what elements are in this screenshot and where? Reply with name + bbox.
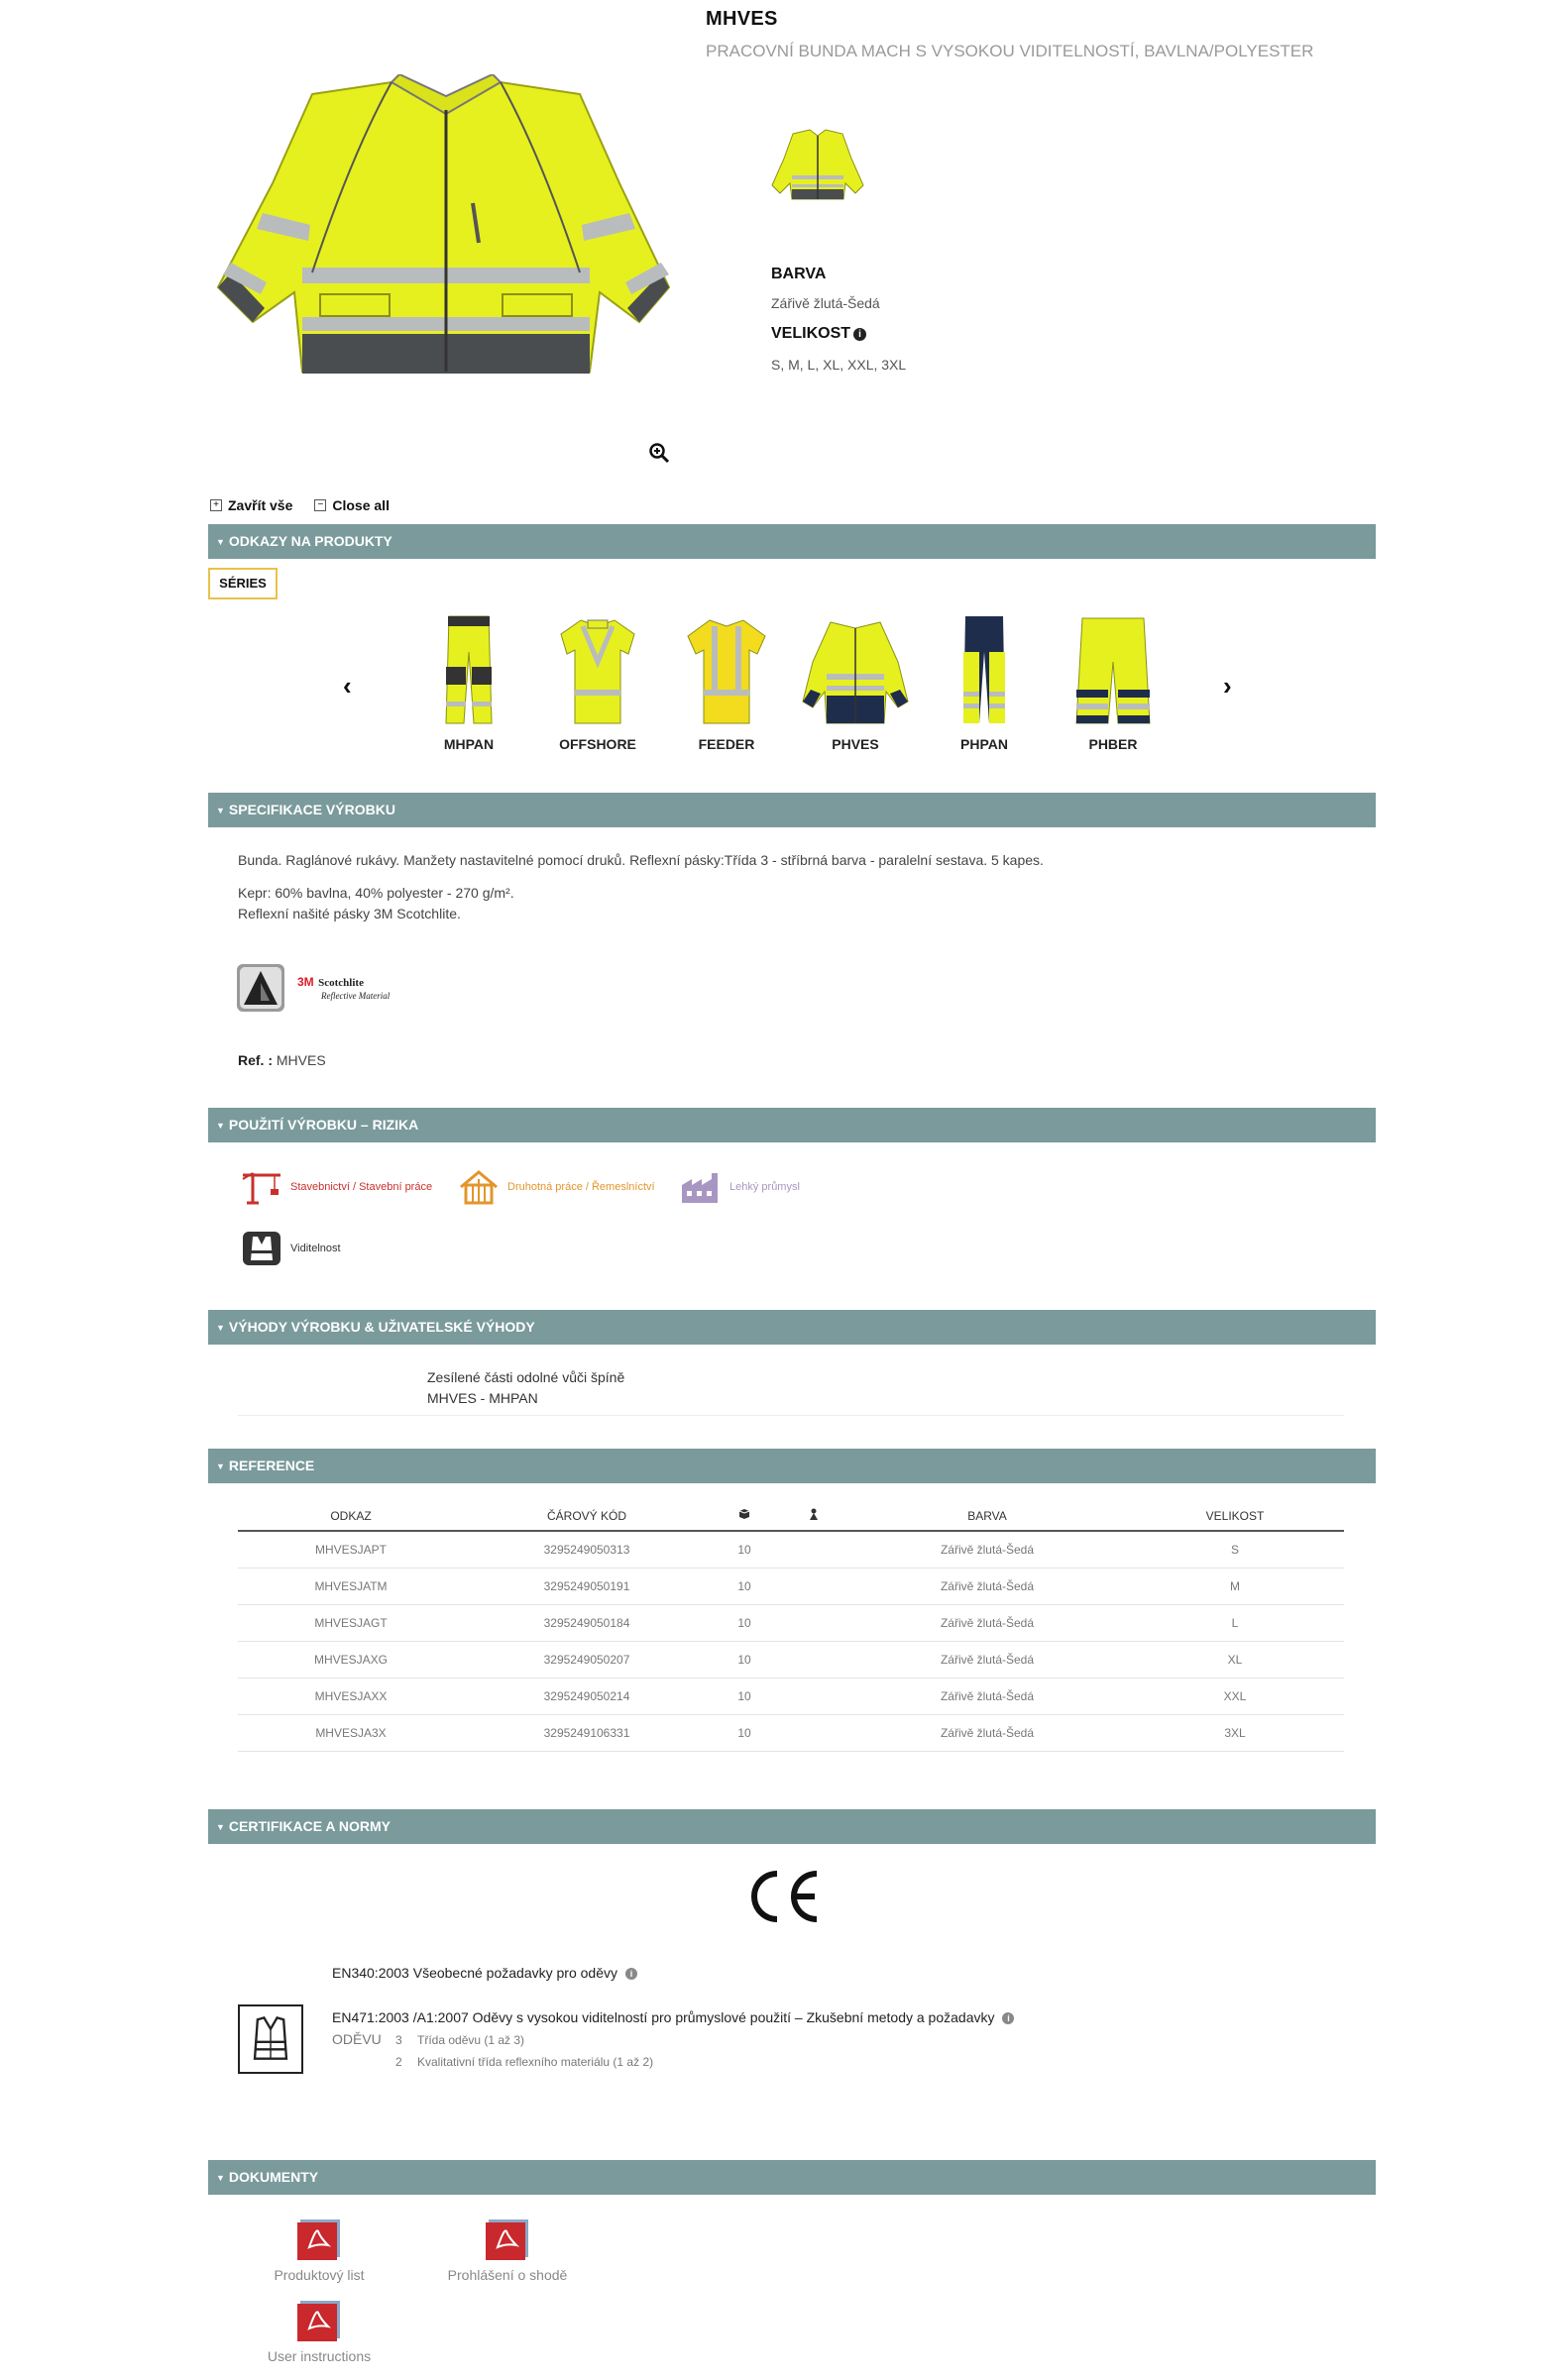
info-icon[interactable]: i [1002, 2012, 1014, 2024]
col-user [779, 1501, 848, 1531]
related-product-label: PHPAN [960, 736, 1008, 752]
cert-en340 [332, 1965, 637, 1981]
risk-crafts[interactable] [458, 1169, 655, 1205]
cell-user [779, 1531, 848, 1568]
color-value: Zářivě žlutá-Šedá [771, 295, 880, 311]
ce-mark-icon [745, 1868, 821, 1925]
cell-barcode: 3295249050313 [464, 1531, 710, 1568]
document-product-sheet[interactable] [240, 2218, 398, 2283]
cell-user [779, 1714, 848, 1751]
expand-all-label: Zavřít vše [228, 497, 293, 513]
delta-plus-logo [236, 963, 285, 1013]
cell-qty: 10 [710, 1714, 779, 1751]
house-frame-icon [458, 1169, 500, 1205]
cell-color: Zářivě žlutá-Šedá [848, 1531, 1126, 1568]
cell-color: Zářivě žlutá-Šedá [848, 1568, 1126, 1604]
product-thumbnail[interactable] [768, 124, 867, 203]
caret-down-icon: ▼ [216, 806, 225, 815]
risk-label: Viditelnost [290, 1243, 341, 1254]
cell-ref: MHVESJAXG [238, 1641, 464, 1677]
cell-barcode: 3295249050191 [464, 1568, 710, 1604]
reference-table [238, 1501, 1344, 1752]
section-links-header[interactable] [208, 524, 1376, 559]
spec-description: Bunda. Raglánové rukávy. Manžety nastavitelné pomocí druků. Reflexní pásky:Třída 3 - stříbrná barva - paralelní sestava. 5 kapes. [238, 852, 1044, 868]
3m-brand: 3M [297, 975, 314, 989]
caret-down-icon: ▼ [216, 1461, 225, 1471]
cert-en340-text: EN340:2003 Všeobecné požadavky pro oděvy [332, 1965, 617, 1981]
person-icon [807, 1507, 821, 1521]
jacket-image [801, 612, 910, 729]
cell-ref: MHVESJATM [238, 1568, 464, 1604]
hi-vis-garment-pictogram-icon [238, 2004, 303, 2074]
table-row [238, 1641, 1344, 1677]
cell-ref: MHVESJAPT [238, 1531, 464, 1568]
section-usage-title: POUŽITÍ VÝROBKU – RIZIKA [228, 1117, 419, 1133]
table-row [238, 1604, 1344, 1641]
related-product-label: PHVES [832, 736, 879, 752]
risk-visibility[interactable] [241, 1231, 341, 1266]
product-subtitle: PRACOVNÍ BUNDA MACH S VYSOKOU VIDITELNOSTÍ, BAVLNA/POLYESTER [706, 42, 1314, 60]
risk-label: Stavebnictví / Stavební práce [290, 1181, 433, 1193]
cell-color: Zářivě žlutá-Šedá [848, 1714, 1126, 1751]
section-spec-title: SPECIFIKACE VÝROBKU [228, 802, 395, 817]
document-label: Produktový list [274, 2267, 365, 2283]
section-docs-title: DOKUMENTY [228, 2169, 319, 2185]
table-header-row [238, 1501, 1344, 1531]
collapse-all-label: Close all [332, 497, 390, 513]
related-product-label: FEEDER [698, 736, 755, 752]
section-cert-header[interactable] [208, 1809, 1376, 1844]
hi-vis-trousers-image [950, 612, 1019, 729]
section-benefits-title: VÝHODY VÝROBKU & UŽIVATELSKÉ VÝHODY [228, 1319, 535, 1335]
reflective-material-tag: Reflective Material [321, 991, 391, 1001]
3m-scotchlite-logo [297, 973, 390, 1001]
cell-user [779, 1568, 848, 1604]
cell-size: XL [1126, 1641, 1344, 1677]
related-product-mhpan[interactable] [414, 612, 523, 756]
pdf-file-icon [483, 2218, 532, 2261]
cell-qty: 10 [710, 1641, 779, 1677]
product-main-image[interactable] [203, 74, 689, 411]
cell-size: S [1126, 1531, 1344, 1568]
caret-down-icon: ▼ [216, 537, 225, 547]
spec-reflective: Reflexní našité pásky 3M Scotchlite. [238, 906, 461, 921]
spec-fabric: Kepr: 60% bavlna, 40% polyester - 270 g/m². [238, 885, 514, 901]
cell-size: M [1126, 1568, 1344, 1604]
size-info-icon[interactable]: i [853, 328, 866, 341]
class1-text: Třída oděvu (1 až 3) [417, 2033, 525, 2047]
cell-ref: MHVESJAXX [238, 1677, 464, 1714]
risk-label: Lehký průmysl [729, 1181, 800, 1193]
shorts-image [1068, 612, 1158, 729]
section-reference-title: REFERENCE [228, 1458, 315, 1473]
class1-num: 3 [395, 2033, 402, 2047]
section-benefits-header[interactable] [208, 1310, 1376, 1345]
table-row [238, 1714, 1344, 1751]
caret-down-icon: ▼ [216, 2173, 225, 2183]
box-icon [737, 1507, 751, 1521]
risk-construction[interactable] [241, 1169, 432, 1205]
document-declaration[interactable] [428, 2218, 587, 2283]
section-spec-header[interactable] [208, 793, 1376, 827]
series-tab[interactable]: SÉRIES [208, 568, 278, 599]
caret-down-icon: ▼ [216, 1121, 225, 1131]
crane-icon [241, 1169, 282, 1205]
cell-qty: 10 [710, 1531, 779, 1568]
table-row [238, 1531, 1344, 1568]
pdf-file-icon [294, 2218, 344, 2261]
factory-icon [680, 1169, 722, 1205]
related-product-phber[interactable] [1059, 612, 1168, 756]
cell-ref: MHVESJA3X [238, 1714, 464, 1751]
table-row [238, 1568, 1344, 1604]
product-code: MHVES [706, 8, 778, 30]
trousers-image [434, 612, 504, 729]
related-product-label: MHPAN [443, 736, 495, 752]
cell-user [779, 1641, 848, 1677]
hi-vis-vest-icon [241, 1231, 282, 1266]
col-color: BARVA [848, 1501, 1126, 1531]
polo-shirt-image [553, 612, 642, 729]
cell-barcode: 3295249050214 [464, 1677, 710, 1714]
tshirt-image [682, 612, 771, 729]
col-ref: ODKAZ [238, 1501, 464, 1531]
cell-ref: MHVESJAGT [238, 1604, 464, 1641]
cell-color: Zářivě žlutá-Šedá [848, 1604, 1126, 1641]
zoom-icon[interactable] [648, 442, 670, 464]
section-usage-header[interactable] [208, 1108, 1376, 1142]
ref-label: Ref. : [238, 1052, 273, 1068]
cell-color: Zářivě žlutá-Šedá [848, 1677, 1126, 1714]
cell-size: L [1126, 1604, 1344, 1641]
section-cert-title: CERTIFIKACE A NORMY [228, 1818, 391, 1834]
carousel-prev-arrow-icon[interactable]: ‹ [343, 671, 352, 701]
related-product-feeder[interactable] [672, 612, 781, 756]
scotchlite-name: Scotchlite [318, 977, 364, 989]
cert-en471-text: EN471:2003 /A1:2007 Oděvy s vysokou viditelností pro průmyslové použití – Zkušební metody a požadavky [332, 2009, 995, 2025]
cell-qty: 10 [710, 1604, 779, 1641]
cell-barcode: 3295249050207 [464, 1641, 710, 1677]
size-label: VELIKOST [771, 325, 851, 342]
pdf-file-icon [294, 2299, 344, 2342]
section-reference-header[interactable] [208, 1449, 1376, 1483]
cell-user [779, 1604, 848, 1641]
class2-num: 2 [395, 2055, 402, 2069]
collapse-all-button[interactable] [314, 497, 390, 513]
table-row [238, 1677, 1344, 1714]
divider [238, 1415, 1344, 1416]
size-value: S, M, L, XL, XXL, 3XL [771, 357, 907, 373]
expand-all-button[interactable] [210, 497, 292, 513]
garment-label: ODĚVU [332, 2031, 382, 2047]
related-product-label: PHBER [1088, 736, 1138, 752]
col-size: VELIKOST [1126, 1501, 1344, 1531]
cell-user [779, 1677, 848, 1714]
carousel-next-arrow-icon[interactable]: › [1223, 671, 1232, 701]
info-icon[interactable]: i [625, 1968, 637, 1980]
class2-text: Kvalitativní třída reflexního materiálu (1 až 2) [417, 2055, 654, 2069]
plus-box-icon: + [210, 499, 222, 511]
document-label: User instructions [267, 2348, 372, 2364]
cell-size: 3XL [1126, 1714, 1344, 1751]
benefit-link: MHVES - MHPAN [427, 1390, 538, 1406]
document-user-instructions[interactable] [240, 2299, 398, 2364]
ref-value: MHVES [276, 1052, 326, 1068]
cert-en471 [332, 2009, 1014, 2025]
related-product-phves[interactable] [801, 612, 910, 756]
col-box-qty [710, 1501, 779, 1531]
color-label: BARVA [771, 266, 827, 282]
risk-label: Druhotná práce / Řemeslníctví [507, 1181, 655, 1193]
related-product-label: OFFSHORE [559, 736, 636, 752]
risk-light-industry[interactable] [680, 1169, 800, 1205]
expand-collapse-controls [210, 497, 390, 513]
related-product-offshore[interactable] [543, 612, 652, 756]
benefit-text: Zesílené části odolné vůči špíně [427, 1369, 625, 1385]
col-barcode: ČÁROVÝ KÓD [464, 1501, 710, 1531]
size-heading [771, 325, 866, 343]
cell-barcode: 3295249106331 [464, 1714, 710, 1751]
cell-barcode: 3295249050184 [464, 1604, 710, 1641]
caret-down-icon: ▼ [216, 1822, 225, 1832]
related-product-phpan[interactable] [930, 612, 1039, 756]
cell-color: Zářivě žlutá-Šedá [848, 1641, 1126, 1677]
cell-qty: 10 [710, 1568, 779, 1604]
cell-qty: 10 [710, 1677, 779, 1714]
document-label: Prohlášení o shodě [447, 2267, 568, 2283]
caret-down-icon: ▼ [216, 1323, 225, 1333]
section-docs-header[interactable] [208, 2160, 1376, 2195]
product-header [0, 0, 1568, 466]
section-links-title: ODKAZY NA PRODUKTY [228, 533, 392, 549]
cell-size: XXL [1126, 1677, 1344, 1714]
minus-box-icon: − [314, 499, 326, 511]
product-ref [238, 1052, 326, 1068]
